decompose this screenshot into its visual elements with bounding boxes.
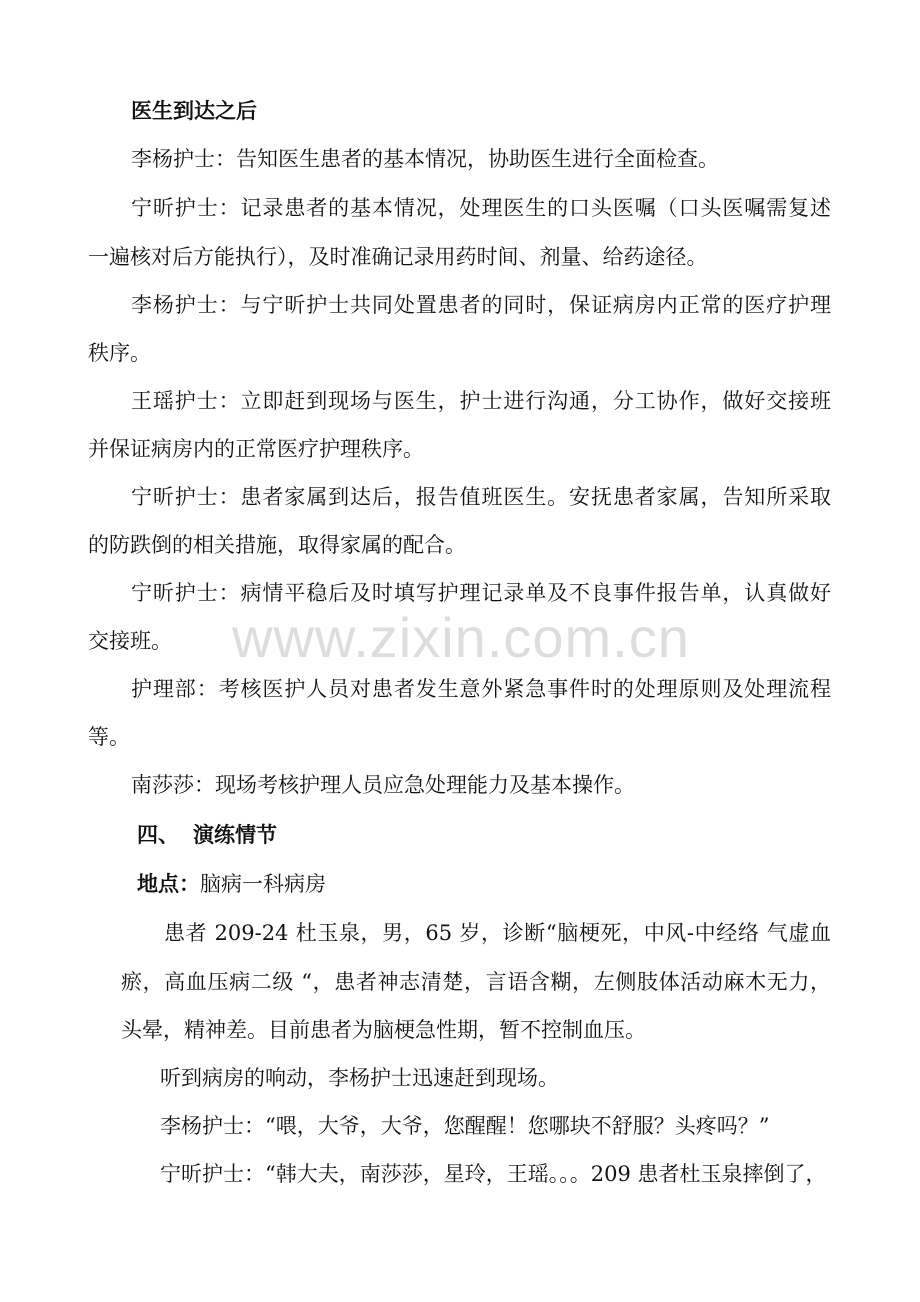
paragraph-line: 的防跌倒的相关措施，取得家属的配合。 xyxy=(88,533,466,557)
paragraph-line: 护理部：考核医护人员对患者发生意外紧急事件时的处理原则及处理流程 xyxy=(131,677,831,701)
heading-doctor-arrival: 医生到达之后 xyxy=(131,99,257,123)
location-value: 脑病一科病房 xyxy=(200,872,326,896)
paragraph-line: 一遍核对后方能执行），及时准确记录用药时间、剂量、给药途径。 xyxy=(88,245,708,269)
paragraph-line: 患者 209-24 杜玉泉，男，65 岁，诊断“脑梗死，中风-中经络 气虚血 xyxy=(164,921,831,945)
paragraph-line: 听到病房的响动，李杨护士迅速赶到现场。 xyxy=(160,1066,559,1090)
paragraph-line: 宁昕护士：患者家属到达后，报告值班医生。安抚患者家属，告知所采取 xyxy=(131,485,831,509)
paragraph-line: 交接班。 xyxy=(88,629,172,653)
paragraph-line: 王瑶护士：立即赶到现场与医生，护士进行沟通，分工协作，做好交接班 xyxy=(131,389,831,413)
location-label: 地点： xyxy=(137,872,200,896)
paragraph-line: 等。 xyxy=(88,725,130,749)
paragraph-line: 李杨护士：“喂，大爷，大爷，您醒醒！您哪块不舒服？头疼吗？” xyxy=(160,1114,770,1138)
section-title: 演练情节 xyxy=(193,823,277,847)
watermark: www.zixin.com.cn xyxy=(232,606,690,669)
paragraph-line: 宁昕护士：病情平稳后及时填写护理记录单及不良事件报告单，认真做好 xyxy=(131,581,831,605)
paragraph-line: 李杨护士：与宁昕护士共同处置患者的同时，保证病房内正常的医疗护理 xyxy=(131,293,831,317)
paragraph-line: 宁昕护士：“韩大夫，南莎莎，星玲，王瑶。。。209 患者杜玉泉摔倒了， xyxy=(160,1162,827,1186)
location-line xyxy=(137,872,326,897)
paragraph-line: 头晕，精神差。目前患者为脑梗急性期，暂不控制血压。 xyxy=(121,1018,646,1042)
paragraph-line: 宁昕护士：记录患者的基本情况，处理医生的口头医嘱（口头医嘱需复述 xyxy=(131,196,831,220)
paragraph-line: 秩序。 xyxy=(88,341,151,365)
section-number: 四、 xyxy=(137,823,179,847)
paragraph-line: 瘀，高血压病二级 “，患者神志清楚，言语含糊，左侧肢体活动麻木无力， xyxy=(121,970,831,994)
paragraph-line: 南莎莎：现场考核护理人员应急处理能力及基本操作。 xyxy=(131,773,635,797)
paragraph-line: 李杨护士：告知医生患者的基本情况，协助医生进行全面检查。 xyxy=(131,147,719,171)
paragraph-line: 并保证病房内的正常医疗护理秩序。 xyxy=(88,437,424,461)
